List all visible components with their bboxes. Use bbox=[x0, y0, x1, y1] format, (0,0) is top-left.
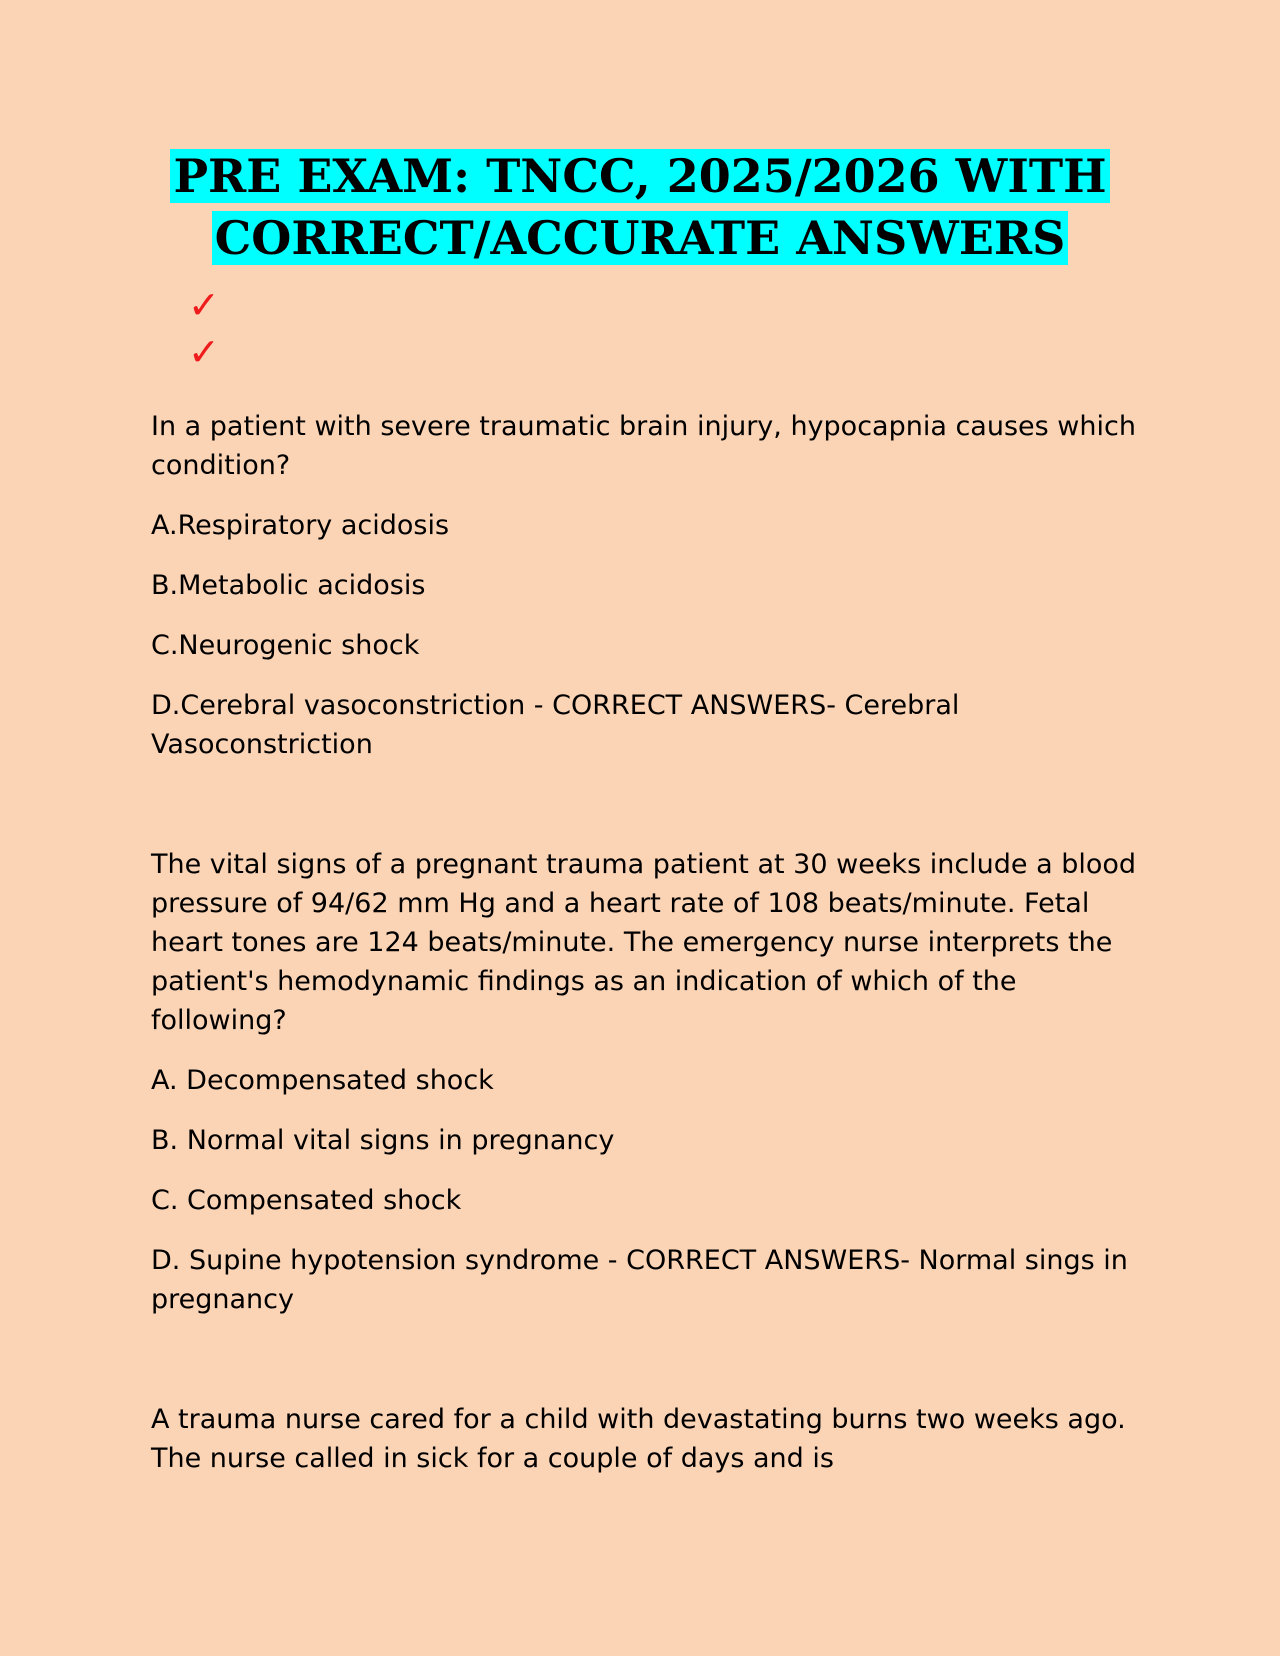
question-content bbox=[151, 407, 1141, 1499]
check-mark-icon: ✓ bbox=[188, 330, 220, 374]
title-line-1: PRE EXAM: TNCC, 2025/2026 WITH bbox=[170, 149, 1109, 203]
answer-option-c: C. Compensated shock bbox=[151, 1185, 462, 1216]
answer-option-b: B. Normal vital signs in pregnancy bbox=[151, 1125, 615, 1156]
question-3 bbox=[151, 1400, 1141, 1478]
answer-option-b: B.Metabolic acidosis bbox=[151, 570, 426, 601]
answer-option-d: D. Supine hypotension syndrome - CORRECT ANSWERS- Normal sings in pregnancy bbox=[151, 1245, 1128, 1315]
answer-option-c: C.Neurogenic shock bbox=[151, 630, 420, 661]
answer-option-d: D.Cerebral vasoconstriction - CORRECT ANSWERS- Cerebral Vasoconstriction bbox=[151, 690, 960, 760]
question-stem: The vital signs of a pregnant trauma patient at 30 weeks include a blood pressure of 94/62 mm Hg and a heart rate of 108 beats/minute. Fetal heart tones are 124 beats/minute. The emergency nurse interprets the patient's hemodynamic findings as an indication of which of the following? bbox=[151, 849, 1137, 1036]
question-1 bbox=[151, 407, 1141, 764]
question-2 bbox=[151, 845, 1141, 1319]
question-stem: A trauma nurse cared for a child with devastating burns two weeks ago. The nurse called in sick for a couple of days and is bbox=[151, 1404, 1126, 1474]
question-stem: In a patient with severe traumatic brain injury, hypocapnia causes which condition? bbox=[151, 411, 1136, 481]
answer-option-a: A.Respiratory acidosis bbox=[151, 510, 450, 541]
check-mark-icon: ✓ bbox=[188, 283, 220, 327]
document-title bbox=[0, 145, 1280, 269]
answer-option-a: A. Decompensated shock bbox=[151, 1065, 494, 1096]
check-list bbox=[188, 282, 220, 376]
title-line-2: CORRECT/ACCURATE ANSWERS bbox=[212, 211, 1069, 265]
